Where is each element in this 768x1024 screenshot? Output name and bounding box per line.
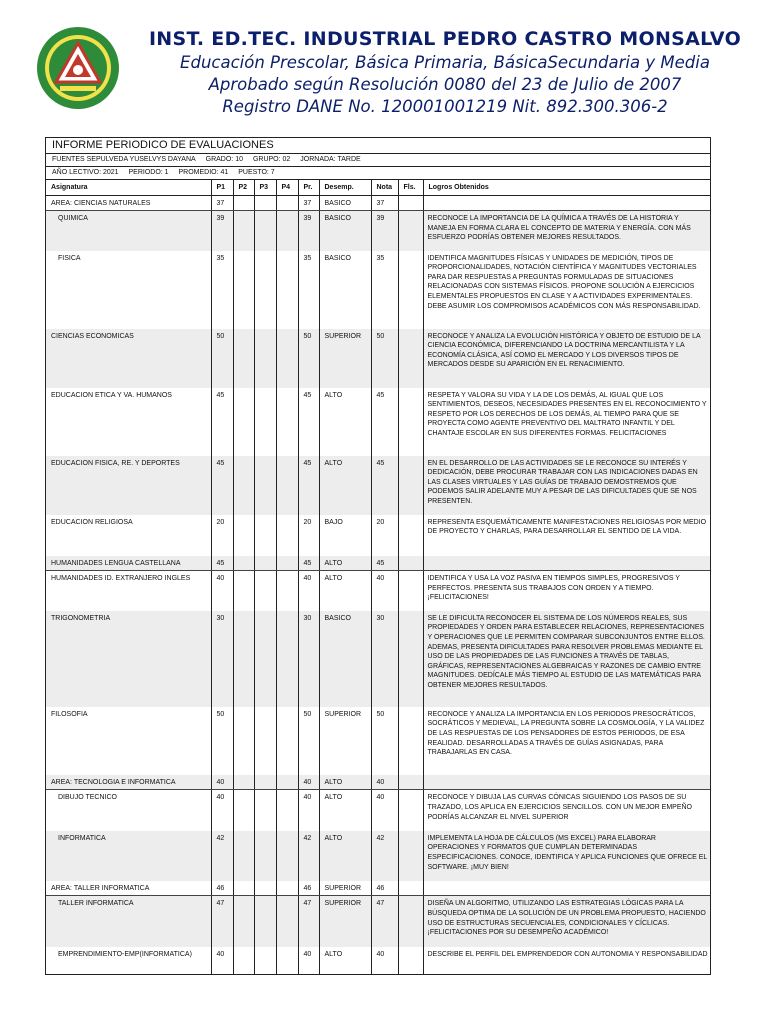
subject-name: AREA: CIENCIAS NATURALES [46,195,211,211]
grade-nota: 45 [371,456,398,515]
student-group: GRUPO: 02 [252,156,291,163]
subject-name: TRIGONOMETRIA [46,611,211,707]
grade-pr: 45 [298,556,319,571]
col-asignatura: Asignatura [46,180,211,195]
subject-name: EMPRENDIMIENTO-EMP(INFORMATICA) [58,950,192,958]
achievement-text: RECONOCE Y ANALIZA LA IMPORTANCIA EN LOS PERIODOS PRESOCRÁTICOS, SOCRÁTICOS Y MEDIEVAL, LA PREGUNTA SOBRE LA COSMOLOGÍA, Y LA VALIDEZ DE LAS RESPUESTAS DE LOS PENSADORES DE ESTOS PERIODOS, DE ESA REALIDAD. DESARROLLADAS A TRAVÉS DE GUÍAS ASIGNADAS, PARA TRABAJARLAS EN CASA. [423,707,710,775]
grade-p1: 45 [211,388,233,456]
school-header [0,0,768,135]
performance: ALTO [319,831,371,881]
subject-name: AREA: TALLER INFORMATICA [46,881,211,896]
grade-pr: 30 [298,611,319,707]
table-row [46,775,710,790]
subject-name: HUMANIDADES ID. EXTRANJERO INGLES [51,575,191,583]
grade-nota: 47 [371,896,398,947]
dane-registry: Registro DANE No. 120001001219 Nit. 892.300.306-2 [222,97,668,116]
subject-name: DIBUJO TECNICO [58,794,117,802]
performance: ALTO [319,571,371,611]
achievement-text: RESPETA Y VALORA SU VIDA Y LA DE LOS DEMÁS, AL IGUAL QUE LOS SENTIMIENTOS, DESEOS, NECESIDADES PRESENTES EN EL RECONOCIMIENTO Y RESPETO POR LOS DERECHOS DE LOS DEMÁS, AL TIEMPO PARA QUE SE PROYECTA COMO AGENTE PREVENTIVO DEL MALTRATO INFANTIL Y DEL CHANTAJE ESCOLAR EN SUS DIFERENTES FORMAS. FELICITACIONES [423,388,710,456]
grade-p1: 40 [211,790,233,831]
report-title: INFORME PERIODICO DE EVALUACIONES [46,138,710,154]
achievement-text: DISEÑA UN ALGORITMO, UTILIZANDO LAS ESTRATEGIAS LÓGICAS PARA LA BÚSQUEDA OPTIMA DE LA SOLUCIÓN DE UN PROBLEMA PROPUESTO, HACIENDO USO DE ESTRUCTURAS SECUENCIALES, CONDICIONALES Y CÍCLICAS. ¡FELICITACIONES POR SU DESEMPEÑO ACADÉMICO! [423,896,710,947]
performance: ALTO [319,556,371,571]
grade-pr: 37 [298,195,319,211]
grade-nota: 45 [371,388,398,456]
grade-p1: 20 [211,515,233,556]
table-row [46,211,710,251]
student-grade: GRADO: 10 [205,156,243,163]
grade-nota: 50 [371,707,398,775]
grade-pr: 46 [298,881,319,896]
subject-name: HUMANIDADES LENGUA CASTELLANA [46,556,211,571]
grade-p1: 39 [211,211,233,251]
grade-p1: 42 [211,831,233,881]
subject-name: INFORMATICA [46,831,211,881]
table-row [46,831,710,881]
grade-pr: 20 [298,515,319,556]
school-crest-logo [36,26,120,110]
grade-nota: 39 [371,211,398,251]
grade-p1: 30 [211,611,233,707]
grade-pr: 39 [298,211,319,251]
performance: SUPERIOR [319,329,371,388]
grade-nota: 42 [371,831,398,881]
achievement-text: IDENTIFICA MAGNITUDES FÍSICAS Y UNIDADES DE MEDICIÓN, TIPOS DE PROPORCIONALIDADES, NOTACIÓN CIENTÍFICA Y MAGNITUDES VECTORIALES PARA DAR RESPUESTAS A PREGUNTAS FORMULADAS DE SITUACIONES RELACIONADAS CON SISTEMAS FÍSICOS. PROPONE SOLUCIÓN A EJERCICIOS ELEMENTALES PROPUESTOS EN CLASE Y A ACTIVIDADES EXPERIMENTALES. DEBE ASUMIR LOS COMPROMISOS ACADÉMICOS CON MÁS RESPONSABILIDAD. [423,251,710,329]
subject-name: FISICA [58,254,81,262]
table-row [46,515,710,556]
education-levels: Educación Prescolar, Básica Primaria, BásicaSecundaria y Media [180,53,710,72]
performance: BASICO [319,211,371,251]
table-row [46,947,710,975]
grade-pr: 50 [298,329,319,388]
performance: BAJO [319,515,371,556]
col-nota: Nota [371,180,398,195]
performance: SUPERIOR [319,707,371,775]
grade-pr: 40 [298,790,319,831]
grade-pr: 45 [298,456,319,515]
grade-p1: 45 [211,456,233,515]
student-name: FUENTES SEPULVEDA YUSELVYS DAYANA [52,156,196,163]
grade-pr: 45 [298,388,319,456]
table-row [46,388,710,456]
performance: BASICO [319,611,371,707]
achievement-text: RECONOCE LA IMPORTANCIA DE LA QUÍMICA A TRAVÉS DE LA HISTORIA Y MANEJA EN FORMA CLARA EL CONCEPTO DE MATERIA Y ENERGÍA. CON MÁS ESFUERZO PODRÍAS OBTENER MEJORES RESULTADOS. [423,211,710,251]
achievement-text: REPRESENTA ESQUEMÁTICAMENTE MANIFESTACIONES RELIGIOSAS POR MEDIO DE PROYECTO Y CHARLAS, PARA DESARROLLAR EL SENTIDO DE LA VIDA. [423,515,710,556]
achievement-text: EN EL DESARROLLO DE LAS ACTIVIDADES SE LE RECONOCE SU INTERÉS Y DEDICACIÓN, DEBE PROCURAR TRABAJAR CON LAS INDICACIONES DADAS EN LAS CLASES VIRTUALES Y LAS GUÍAS DE TRABAJO DEMOSTREMOS QUE PODEMOS SALIR ADELANTE MUY A PESAR DE LAS DIFICULTADES QUE SE NOS PRESENTEN. [423,456,710,515]
grade-nota: 30 [371,611,398,707]
achievement-text: RECONOCE Y DIBUJA LAS CURVAS CÓNICAS SIGUIENDO LOS PASOS DE SU TRAZADO, LOS APLICA EN EJERCICIOS SENCILLOS. CON UN MEJOR EMPEÑO PODRÍAS ALCANZAR EL NIVEL SUPERIOR [423,790,710,831]
student-shift: JORNADA: TARDE [300,156,361,163]
grade-pr: 40 [298,775,319,790]
achievement-text [423,775,710,790]
achievement-text: IDENTIFICA Y USA LA VOZ PASIVA EN TIEMPOS SIMPLES, PROGRESIVOS Y PERFECTOS. PRESENTA SUS TRABAJOS CON ORDEN Y A TIEMPO. ¡FELICITACIONES! [423,571,710,611]
grade-nota: 35 [371,251,398,329]
grade-nota: 45 [371,556,398,571]
col-pr: Pr. [298,180,319,195]
table-row [46,556,710,571]
grade-nota: 50 [371,329,398,388]
performance: ALTO [319,456,371,515]
subject-name: EDUCACION RELIGIOSA [51,518,133,526]
grade-p1: 50 [211,329,233,388]
subject-name: QUIMICA [46,211,211,251]
period: PERIODO: 1 [128,169,169,176]
grade-pr: 42 [298,831,319,881]
school-year: AÑO LECTIVO: 2021 [52,169,119,176]
grade-nota: 20 [371,515,398,556]
performance: BASICO [319,195,371,211]
grade-p1: 50 [211,707,233,775]
evaluation-report [45,137,711,975]
subject-name: EDUCACION FISICA, RE. Y DEPORTES [46,456,211,515]
performance: ALTO [319,775,371,790]
grade-nota: 46 [371,881,398,896]
grade-pr: 35 [298,251,319,329]
table-row [46,456,710,515]
grade-p1: 40 [211,947,233,975]
grade-pr: 40 [298,571,319,611]
performance: SUPERIOR [319,896,371,947]
rank: PUESTO: 7 [238,169,275,176]
period-info-line [46,167,710,180]
performance: ALTO [319,947,371,975]
grade-p1: 40 [211,571,233,611]
grade-p1: 45 [211,556,233,571]
grade-nota: 40 [371,571,398,611]
table-row [46,611,710,707]
col-desemp: Desemp. [319,180,371,195]
performance: ALTO [319,790,371,831]
table-row [46,790,710,831]
achievement-text [423,881,710,896]
subject-name: TALLER INFORMATICA [46,896,211,947]
col-fls: Fls. [398,180,423,195]
table-row [46,896,710,947]
performance: ALTO [319,388,371,456]
table-row [46,251,710,329]
col-logros: Logros Obtenidos [423,180,710,195]
grade-p1: 35 [211,251,233,329]
grade-nota: 40 [371,947,398,975]
grade-p1: 37 [211,195,233,211]
grade-nota: 40 [371,790,398,831]
subject-name: AREA: TECNOLOGIA E INFORMATICA [46,775,211,790]
subject-name: CIENCIAS ECONOMICAS [46,329,211,388]
col-p2: P2 [233,180,254,195]
grade-p1: 47 [211,896,233,947]
col-p1: P1 [211,180,233,195]
student-info-line [46,154,710,167]
table-header-row [46,180,710,195]
grade-nota: 37 [371,195,398,211]
performance: SUPERIOR [319,881,371,896]
subject-name: FILOSOFIA [51,710,88,718]
performance: BASICO [319,251,371,329]
grade-p1: 40 [211,775,233,790]
table-row [46,707,710,775]
table-row [46,881,710,896]
grade-pr: 40 [298,947,319,975]
table-row [46,329,710,388]
achievement-text: SE LE DIFICULTA RECONOCER EL SISTEMA DE LOS NÚMEROS REALES, SUS PROPIEDADES Y ORDEN PARA ESTABLECER RELACIONES, REPRESENTACIONES Y OPERACIONES QUE LE PERMITEN COMPARAR SUBCONJUNTOS ENTRE ELLOS. ADEMAS, PRESENTA DIFICULTADES PARA RESOLVER PROBLEMAS MEDIANTE EL USO DE LAS PROPIEDADES DE LAS FUNCIONES A TRAVÉS DE TABLAS, GRÁFICAS, REPRESENTACIONES ALGEBRAICAS Y RAZONES DE CAMBIO ENTRE MAGNITUDES. DEDÍCALE MÁS TIEMPO AL ESTUDIO DE LAS MATEMÁTICAS PARA OBTENER MEJORES RESULTADOS. [423,611,710,707]
col-p3: P3 [254,180,276,195]
approval-resolution: Aprobado según Resolución 0080 del 23 de Julio de 2007 [208,75,682,94]
subject-name: EDUCACION ETICA Y VA. HUMANOS [51,391,172,399]
grade-pr: 50 [298,707,319,775]
achievement-text [423,195,710,211]
grades-table [46,180,710,975]
average: PROMEDIO: 41 [178,169,229,176]
grade-pr: 47 [298,896,319,947]
achievement-text: RECONOCE Y ANALIZA LA EVOLUCIÓN HISTÓRICA Y OBJETO DE ESTUDIO DE LA CIENCIA ECONÓMICA, DIFERENCIANDO LA DOCTRINA MERCANTILISTA Y LA ECONOMÍA CLÁSICA, ASÍ COMO EL MERCADO Y LOS DIVERSOS TIPOS DE MERCADOS DESDE SU APARICIÓN EN EL RENACIMIENTO. [423,329,710,388]
achievement-text: DESCRIBE EL PERFIL DEL EMPRENDEDOR CON AUTONOMIA Y RESPONSABILIDAD [423,947,710,975]
grade-p1: 46 [211,881,233,896]
achievement-text [423,556,710,571]
table-row [46,195,710,211]
col-p4: P4 [276,180,298,195]
grade-nota: 40 [371,775,398,790]
table-row [46,571,710,611]
institution-name: INST. ED.TEC. INDUSTRIAL PEDRO CASTRO MONSALVO [148,28,742,50]
achievement-text: IMPLEMENTA LA HOJA DE CÁLCULOS (MS EXCEL) PARA ELABORAR OPERACIONES Y FORMATOS QUE CUMPLAN DETERMINADAS ESPECIFICACIONES. CONOCE, IDENTIFICA Y APLICA FUNCIONES QUE OFRECE EL SOFTWARE. ¡MUY BIEN! [423,831,710,881]
